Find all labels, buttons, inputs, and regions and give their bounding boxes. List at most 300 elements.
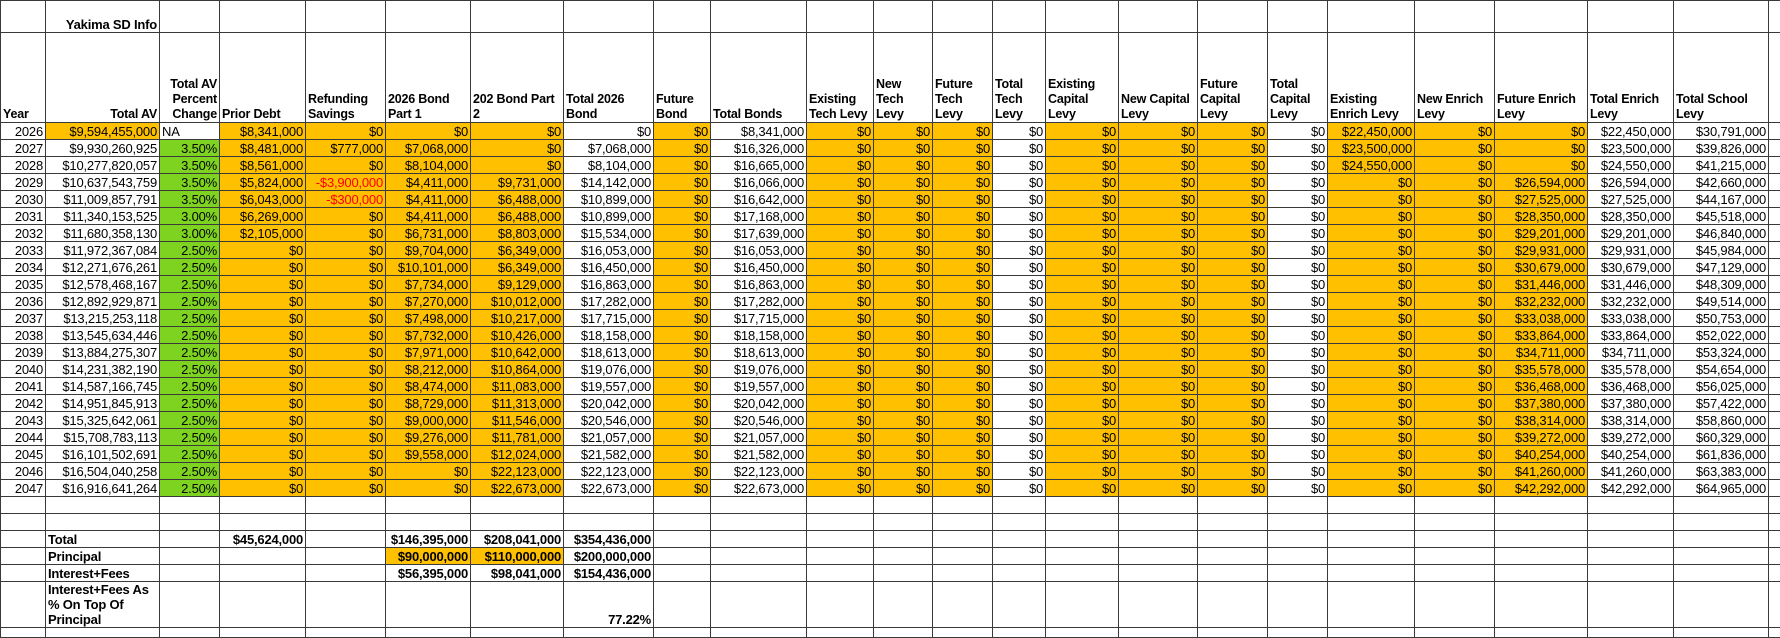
cell[interactable]: $0 <box>1198 208 1268 225</box>
cell[interactable]: $29,931,000 <box>1588 242 1674 259</box>
cell[interactable]: $10,012,000 <box>471 293 564 310</box>
column-header[interactable]: Future Tech Levy <box>933 33 993 123</box>
empty-cell[interactable] <box>160 1 220 33</box>
empty-cell[interactable] <box>220 497 306 514</box>
empty-cell[interactable] <box>1769 293 1780 310</box>
cell[interactable]: $8,104,000 <box>564 157 654 174</box>
empty-cell[interactable] <box>1415 628 1495 638</box>
cell[interactable]: $48,309,000 <box>1674 276 1769 293</box>
cell[interactable]: $10,217,000 <box>471 310 564 327</box>
cell[interactable]: $0 <box>1415 446 1495 463</box>
empty-cell[interactable] <box>306 628 386 638</box>
empty-cell[interactable] <box>160 628 220 638</box>
empty-cell[interactable] <box>933 1 993 33</box>
cell[interactable]: $7,971,000 <box>386 344 471 361</box>
cell[interactable]: $0 <box>1415 310 1495 327</box>
cell[interactable]: $10,642,000 <box>471 344 564 361</box>
cell[interactable]: $37,380,000 <box>1588 395 1674 412</box>
cell[interactable]: $0 <box>1495 123 1588 140</box>
cell[interactable]: $0 <box>933 310 993 327</box>
cell[interactable]: $16,450,000 <box>564 259 654 276</box>
cell[interactable]: $0 <box>306 378 386 395</box>
cell[interactable]: $7,068,000 <box>386 140 471 157</box>
cell[interactable]: $35,578,000 <box>1588 361 1674 378</box>
cell[interactable]: $23,500,000 <box>1328 140 1415 157</box>
cell[interactable]: $0 <box>306 480 386 497</box>
cell[interactable]: $0 <box>1198 395 1268 412</box>
cell[interactable]: $0 <box>874 344 933 361</box>
cell[interactable]: $26,594,000 <box>1588 174 1674 191</box>
cell[interactable]: $0 <box>564 123 654 140</box>
cell[interactable]: $16,863,000 <box>711 276 807 293</box>
empty-cell[interactable] <box>1 565 46 582</box>
empty-cell[interactable] <box>220 582 306 628</box>
cell[interactable]: $0 <box>220 429 306 446</box>
empty-cell[interactable] <box>993 1 1046 33</box>
cell[interactable]: $0 <box>993 412 1046 429</box>
cell[interactable]: $0 <box>1415 174 1495 191</box>
empty-cell[interactable] <box>933 531 993 548</box>
cell[interactable]: $18,613,000 <box>711 344 807 361</box>
cell[interactable]: $9,558,000 <box>386 446 471 463</box>
empty-cell[interactable] <box>386 514 471 531</box>
cell[interactable]: $0 <box>1198 463 1268 480</box>
cell[interactable]: 2.50% <box>160 293 220 310</box>
cell[interactable]: $0 <box>654 327 711 344</box>
empty-cell[interactable] <box>1769 565 1780 582</box>
cell[interactable]: $8,212,000 <box>386 361 471 378</box>
cell[interactable]: $0 <box>306 395 386 412</box>
empty-cell[interactable] <box>807 1 874 33</box>
empty-cell[interactable] <box>654 548 711 565</box>
empty-cell[interactable] <box>220 565 306 582</box>
column-header[interactable]: Total Tech Levy <box>993 33 1046 123</box>
cell[interactable]: $13,545,634,446 <box>46 327 160 344</box>
cell[interactable]: $0 <box>1046 140 1119 157</box>
cell[interactable]: $10,899,000 <box>564 191 654 208</box>
cell[interactable]: -$300,000 <box>306 191 386 208</box>
summary-part2[interactable]: $110,000,000 <box>471 548 564 565</box>
cell[interactable]: $32,232,000 <box>1588 293 1674 310</box>
cell[interactable]: $8,104,000 <box>386 157 471 174</box>
cell[interactable]: $7,270,000 <box>386 293 471 310</box>
empty-cell[interactable] <box>1119 565 1198 582</box>
empty-cell[interactable] <box>160 548 220 565</box>
cell[interactable]: $0 <box>1268 395 1328 412</box>
cell[interactable]: $0 <box>1119 429 1198 446</box>
cell[interactable]: $0 <box>874 429 933 446</box>
cell[interactable]: $0 <box>306 293 386 310</box>
cell[interactable]: 2.50% <box>160 378 220 395</box>
cell[interactable]: $56,025,000 <box>1674 378 1769 395</box>
empty-cell[interactable] <box>1268 628 1328 638</box>
empty-cell[interactable] <box>564 628 654 638</box>
cell[interactable]: $18,613,000 <box>564 344 654 361</box>
cell[interactable]: $16,101,502,691 <box>46 446 160 463</box>
cell[interactable]: $0 <box>306 446 386 463</box>
cell[interactable]: $38,314,000 <box>1588 412 1674 429</box>
cell[interactable]: $0 <box>993 378 1046 395</box>
cell[interactable]: $0 <box>993 174 1046 191</box>
cell[interactable]: $0 <box>1415 157 1495 174</box>
cell[interactable]: $0 <box>807 395 874 412</box>
column-header[interactable]: New Enrich Levy <box>1415 33 1495 123</box>
cell[interactable]: $14,951,845,913 <box>46 395 160 412</box>
cell[interactable]: $22,123,000 <box>711 463 807 480</box>
cell[interactable]: $6,349,000 <box>471 259 564 276</box>
cell[interactable]: $0 <box>1268 276 1328 293</box>
empty-cell[interactable] <box>1674 1 1769 33</box>
cell[interactable]: $0 <box>220 276 306 293</box>
empty-cell[interactable] <box>1769 174 1780 191</box>
cell[interactable]: 2047 <box>1 480 46 497</box>
cell[interactable]: $0 <box>993 327 1046 344</box>
cell[interactable]: $0 <box>1046 157 1119 174</box>
cell[interactable]: $0 <box>1119 242 1198 259</box>
cell[interactable]: $16,450,000 <box>711 259 807 276</box>
cell[interactable]: $0 <box>1415 412 1495 429</box>
cell[interactable]: $10,277,820,057 <box>46 157 160 174</box>
cell[interactable]: $12,578,468,167 <box>46 276 160 293</box>
empty-cell[interactable] <box>1268 565 1328 582</box>
empty-cell[interactable] <box>874 514 933 531</box>
column-header[interactable]: Total AV Percent Change <box>160 33 220 123</box>
cell[interactable]: $0 <box>993 429 1046 446</box>
cell[interactable]: $0 <box>1119 140 1198 157</box>
cell[interactable]: $9,594,455,000 <box>46 123 160 140</box>
cell[interactable]: $0 <box>1198 293 1268 310</box>
cell[interactable]: $0 <box>874 276 933 293</box>
cell[interactable]: $0 <box>1268 429 1328 446</box>
cell[interactable]: $16,053,000 <box>564 242 654 259</box>
cell[interactable]: $8,341,000 <box>220 123 306 140</box>
cell[interactable]: $41,260,000 <box>1495 463 1588 480</box>
cell[interactable]: $0 <box>386 480 471 497</box>
cell[interactable]: $0 <box>654 446 711 463</box>
cell[interactable]: $9,276,000 <box>386 429 471 446</box>
cell[interactable]: $28,350,000 <box>1495 208 1588 225</box>
empty-cell[interactable] <box>471 582 564 628</box>
empty-cell[interactable] <box>1769 344 1780 361</box>
cell[interactable]: $9,731,000 <box>471 174 564 191</box>
cell[interactable]: $0 <box>874 140 933 157</box>
cell[interactable]: $0 <box>807 310 874 327</box>
cell[interactable]: $0 <box>1415 293 1495 310</box>
cell[interactable]: $22,673,000 <box>564 480 654 497</box>
cell[interactable]: $0 <box>654 242 711 259</box>
empty-cell[interactable] <box>807 531 874 548</box>
cell[interactable]: NA <box>160 123 220 140</box>
cell[interactable]: 2042 <box>1 395 46 412</box>
cell[interactable]: $0 <box>1198 327 1268 344</box>
cell[interactable]: $0 <box>1328 293 1415 310</box>
empty-cell[interactable] <box>1769 157 1780 174</box>
empty-cell[interactable] <box>1119 1 1198 33</box>
empty-cell[interactable] <box>1495 1 1588 33</box>
cell[interactable]: 2026 <box>1 123 46 140</box>
cell[interactable]: $8,474,000 <box>386 378 471 395</box>
cell[interactable]: 2039 <box>1 344 46 361</box>
column-header[interactable]: 2026 Bond Part 1 <box>386 33 471 123</box>
empty-cell[interactable] <box>1674 531 1769 548</box>
empty-cell[interactable] <box>1769 242 1780 259</box>
empty-cell[interactable] <box>160 497 220 514</box>
cell[interactable]: $0 <box>654 123 711 140</box>
cell[interactable]: $41,260,000 <box>1588 463 1674 480</box>
cell[interactable]: $0 <box>1046 225 1119 242</box>
empty-cell[interactable] <box>1769 412 1780 429</box>
cell[interactable]: $0 <box>1268 446 1328 463</box>
cell[interactable]: $0 <box>1046 412 1119 429</box>
empty-cell[interactable] <box>1769 327 1780 344</box>
cell[interactable]: $21,057,000 <box>564 429 654 446</box>
cell[interactable]: $0 <box>1198 174 1268 191</box>
cell[interactable]: $31,446,000 <box>1588 276 1674 293</box>
empty-cell[interactable] <box>1769 140 1780 157</box>
cell[interactable]: $0 <box>1046 276 1119 293</box>
cell[interactable]: $0 <box>1495 140 1588 157</box>
empty-cell[interactable] <box>1198 497 1268 514</box>
cell[interactable]: $0 <box>993 225 1046 242</box>
cell[interactable]: $0 <box>1328 344 1415 361</box>
empty-cell[interactable] <box>1046 628 1119 638</box>
cell[interactable]: $0 <box>1268 327 1328 344</box>
cell[interactable]: $0 <box>1268 157 1328 174</box>
empty-cell[interactable] <box>1495 548 1588 565</box>
cell[interactable]: $0 <box>1415 429 1495 446</box>
empty-cell[interactable] <box>933 497 993 514</box>
cell[interactable]: $0 <box>1046 429 1119 446</box>
cell[interactable]: $0 <box>933 191 993 208</box>
cell[interactable]: 3.00% <box>160 225 220 242</box>
summary-label[interactable]: Interest+Fees <box>46 565 160 582</box>
empty-cell[interactable] <box>1 628 46 638</box>
cell[interactable]: $22,450,000 <box>1588 123 1674 140</box>
cell[interactable]: $0 <box>1268 123 1328 140</box>
cell[interactable]: 2.50% <box>160 259 220 276</box>
cell[interactable]: $0 <box>874 208 933 225</box>
cell[interactable]: $0 <box>993 310 1046 327</box>
empty-cell[interactable] <box>306 514 386 531</box>
cell[interactable]: 2032 <box>1 225 46 242</box>
cell[interactable]: $0 <box>1046 191 1119 208</box>
cell[interactable]: $53,324,000 <box>1674 344 1769 361</box>
cell[interactable]: $0 <box>993 480 1046 497</box>
cell[interactable]: 2034 <box>1 259 46 276</box>
cell[interactable]: $17,282,000 <box>711 293 807 310</box>
cell[interactable]: $61,836,000 <box>1674 446 1769 463</box>
cell[interactable]: $33,038,000 <box>1495 310 1588 327</box>
cell[interactable]: $0 <box>1268 378 1328 395</box>
column-header[interactable]: New Tech Levy <box>874 33 933 123</box>
cell[interactable]: $11,083,000 <box>471 378 564 395</box>
column-header[interactable]: Year <box>1 33 46 123</box>
cell[interactable]: $28,350,000 <box>1588 208 1674 225</box>
empty-cell[interactable] <box>1674 497 1769 514</box>
empty-cell[interactable] <box>933 548 993 565</box>
cell[interactable]: $0 <box>933 259 993 276</box>
cell[interactable]: $8,481,000 <box>220 140 306 157</box>
empty-cell[interactable] <box>1769 497 1780 514</box>
cell[interactable]: $29,931,000 <box>1495 242 1588 259</box>
cell[interactable]: $16,053,000 <box>711 242 807 259</box>
cell[interactable]: $0 <box>1268 293 1328 310</box>
cell[interactable]: 2046 <box>1 463 46 480</box>
cell[interactable]: $0 <box>306 463 386 480</box>
empty-cell[interactable] <box>306 582 386 628</box>
empty-cell[interactable] <box>874 628 933 638</box>
empty-cell[interactable] <box>1769 480 1780 497</box>
cell[interactable]: $0 <box>1119 157 1198 174</box>
cell[interactable]: 2038 <box>1 327 46 344</box>
empty-cell[interactable] <box>807 628 874 638</box>
cell[interactable]: $0 <box>654 395 711 412</box>
empty-cell[interactable] <box>654 565 711 582</box>
empty-cell[interactable] <box>711 565 807 582</box>
empty-cell[interactable] <box>1328 497 1415 514</box>
empty-cell[interactable] <box>1198 628 1268 638</box>
empty-cell[interactable] <box>306 565 386 582</box>
cell[interactable]: $0 <box>654 225 711 242</box>
cell[interactable]: $0 <box>1198 157 1268 174</box>
cell[interactable]: $0 <box>807 157 874 174</box>
cell[interactable]: $16,504,040,258 <box>46 463 160 480</box>
summary-label[interactable]: Principal <box>46 548 160 565</box>
empty-cell[interactable] <box>1769 531 1780 548</box>
cell[interactable]: $0 <box>654 157 711 174</box>
cell[interactable]: $0 <box>1268 412 1328 429</box>
column-header[interactable]: Existing Capital Levy <box>1046 33 1119 123</box>
empty-cell[interactable] <box>933 565 993 582</box>
cell[interactable]: $33,864,000 <box>1588 327 1674 344</box>
cell[interactable]: $0 <box>993 293 1046 310</box>
cell[interactable]: $8,729,000 <box>386 395 471 412</box>
cell[interactable]: $8,803,000 <box>471 225 564 242</box>
cell[interactable]: $37,380,000 <box>1495 395 1588 412</box>
cell[interactable]: $52,022,000 <box>1674 327 1769 344</box>
empty-cell[interactable] <box>1415 582 1495 628</box>
empty-cell[interactable] <box>711 582 807 628</box>
cell[interactable]: $0 <box>306 310 386 327</box>
cell[interactable]: $4,411,000 <box>386 191 471 208</box>
cell[interactable]: $0 <box>471 157 564 174</box>
cell[interactable]: $17,282,000 <box>564 293 654 310</box>
empty-cell[interactable] <box>564 514 654 531</box>
cell[interactable]: 2.50% <box>160 327 220 344</box>
cell[interactable]: $0 <box>471 123 564 140</box>
cell[interactable]: $0 <box>654 191 711 208</box>
empty-cell[interactable] <box>1 531 46 548</box>
empty-cell[interactable] <box>1769 446 1780 463</box>
empty-cell[interactable] <box>654 531 711 548</box>
empty-cell[interactable] <box>1198 565 1268 582</box>
empty-cell[interactable] <box>1588 582 1674 628</box>
empty-cell[interactable] <box>711 1 807 33</box>
cell[interactable]: $0 <box>1328 276 1415 293</box>
cell[interactable]: $36,468,000 <box>1495 378 1588 395</box>
empty-cell[interactable] <box>1588 1 1674 33</box>
cell[interactable]: $0 <box>933 293 993 310</box>
cell[interactable]: $11,313,000 <box>471 395 564 412</box>
cell[interactable]: $0 <box>1328 191 1415 208</box>
cell[interactable]: $11,340,153,525 <box>46 208 160 225</box>
column-header[interactable]: Refunding Savings <box>306 33 386 123</box>
cell[interactable]: $42,292,000 <box>1495 480 1588 497</box>
empty-cell[interactable] <box>933 628 993 638</box>
cell[interactable]: $0 <box>807 463 874 480</box>
cell[interactable]: $0 <box>1119 463 1198 480</box>
cell[interactable]: $0 <box>220 361 306 378</box>
cell[interactable]: 2035 <box>1 276 46 293</box>
cell[interactable]: $0 <box>386 463 471 480</box>
empty-cell[interactable] <box>1674 514 1769 531</box>
cell[interactable]: $27,525,000 <box>1588 191 1674 208</box>
empty-cell[interactable] <box>1198 531 1268 548</box>
cell[interactable]: $16,066,000 <box>711 174 807 191</box>
empty-cell[interactable] <box>993 548 1046 565</box>
empty-cell[interactable] <box>386 1 471 33</box>
empty-cell[interactable] <box>993 628 1046 638</box>
cell[interactable]: $0 <box>1415 123 1495 140</box>
cell[interactable]: $0 <box>1415 327 1495 344</box>
cell[interactable]: $30,679,000 <box>1588 259 1674 276</box>
cell[interactable]: $42,660,000 <box>1674 174 1769 191</box>
column-header[interactable]: Future Capital Levy <box>1198 33 1268 123</box>
empty-cell[interactable] <box>1674 565 1769 582</box>
cell[interactable]: $6,488,000 <box>471 208 564 225</box>
cell[interactable]: $0 <box>1198 378 1268 395</box>
empty-cell[interactable] <box>160 565 220 582</box>
cell[interactable]: $0 <box>1328 242 1415 259</box>
cell[interactable]: $0 <box>1268 174 1328 191</box>
cell[interactable]: $0 <box>220 463 306 480</box>
empty-cell[interactable] <box>1 582 46 628</box>
cell[interactable]: 2.50% <box>160 429 220 446</box>
empty-cell[interactable] <box>1588 531 1674 548</box>
cell[interactable]: $0 <box>1046 242 1119 259</box>
empty-cell[interactable] <box>1769 463 1780 480</box>
cell[interactable]: $0 <box>306 412 386 429</box>
cell[interactable]: $0 <box>993 123 1046 140</box>
empty-cell[interactable] <box>1328 565 1415 582</box>
sheet-title-cell[interactable]: Yakima SD Info <box>46 1 160 33</box>
empty-cell[interactable] <box>1769 259 1780 276</box>
cell[interactable]: $0 <box>1328 395 1415 412</box>
cell[interactable]: $0 <box>1328 429 1415 446</box>
empty-cell[interactable] <box>1769 276 1780 293</box>
cell[interactable]: $42,292,000 <box>1588 480 1674 497</box>
cell[interactable]: $14,231,382,190 <box>46 361 160 378</box>
empty-cell[interactable] <box>654 1 711 33</box>
empty-cell[interactable] <box>1769 378 1780 395</box>
cell[interactable]: $0 <box>874 395 933 412</box>
cell[interactable]: $0 <box>1268 140 1328 157</box>
cell[interactable]: 2.50% <box>160 480 220 497</box>
cell[interactable]: $29,201,000 <box>1588 225 1674 242</box>
empty-cell[interactable] <box>1119 514 1198 531</box>
cell[interactable]: $0 <box>1268 361 1328 378</box>
cell[interactable]: $7,498,000 <box>386 310 471 327</box>
cell[interactable]: $0 <box>874 446 933 463</box>
empty-cell[interactable] <box>220 514 306 531</box>
cell[interactable]: $0 <box>933 344 993 361</box>
cell[interactable]: $0 <box>1415 463 1495 480</box>
cell[interactable]: 2.50% <box>160 276 220 293</box>
cell[interactable]: $60,329,000 <box>1674 429 1769 446</box>
cell[interactable]: $0 <box>933 123 993 140</box>
summary-prior-debt[interactable]: $45,624,000 <box>220 531 306 548</box>
cell[interactable]: $0 <box>807 259 874 276</box>
